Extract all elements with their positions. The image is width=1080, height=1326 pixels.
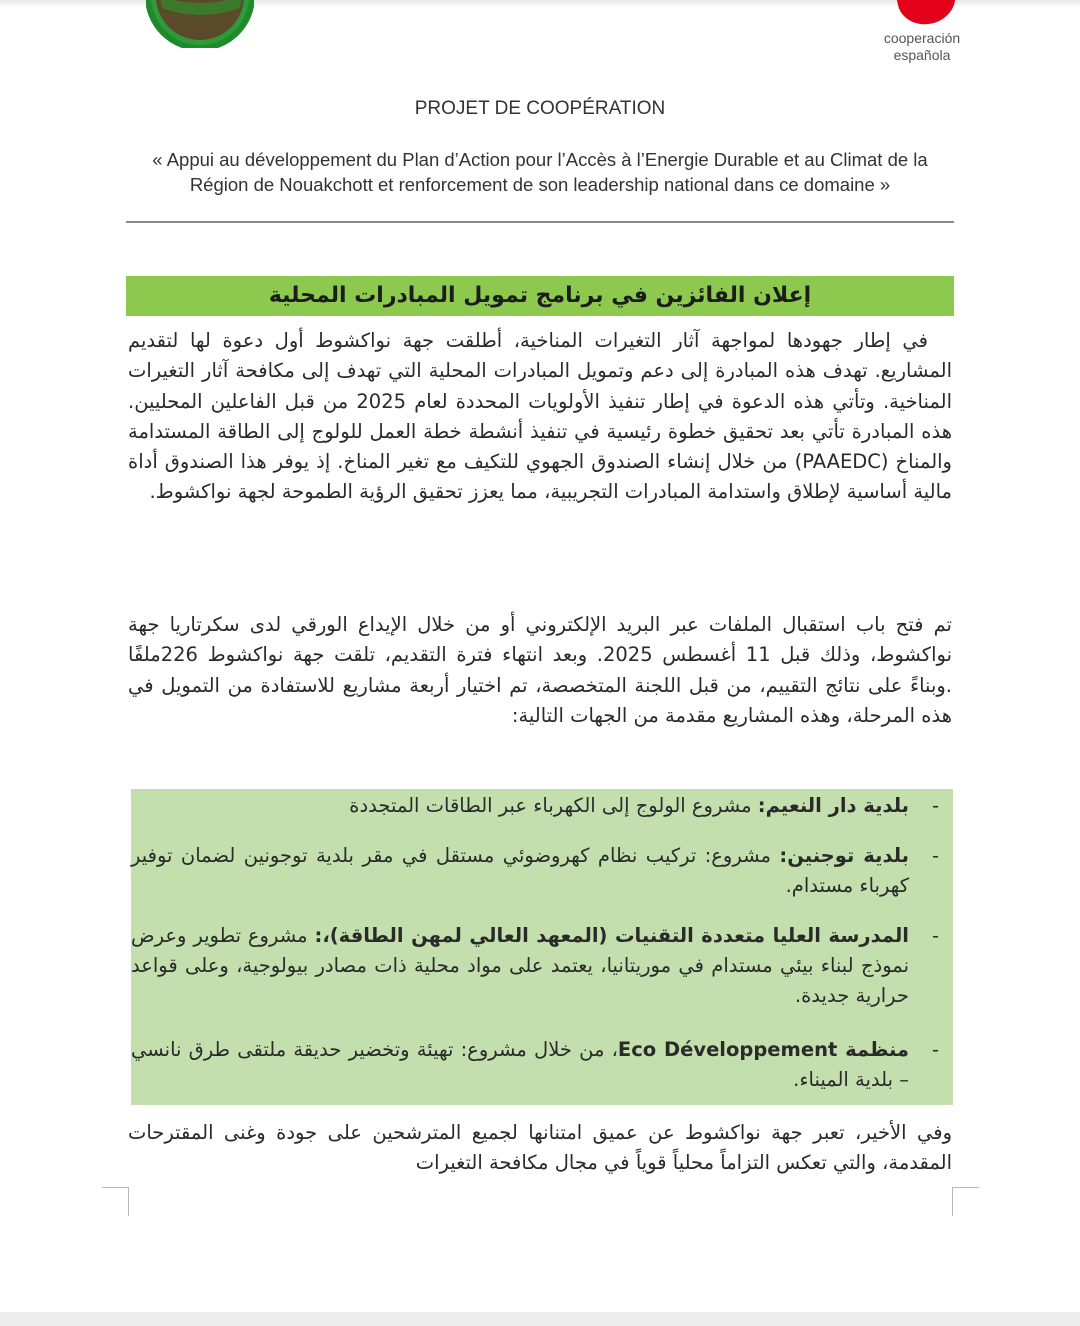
header-divider (126, 221, 954, 223)
submissions-paragraph: تم فتح باب استقبال الملفات عبر البريد الإلكتروني أو من خلال الإيداع الورقي لدى سكرتاريا جهة نواكشوط، وذلك قبل 11 أغسطس 2025. وبعد انتهاء فترة التقديم، تلقت جهة نواكشوط 226ملفًا .وبناءً على نتائج التقييم، من قبل اللجنة المتخصصة، تم اختيار أربعة مشاريع للاستفادة من التمويل في هذه المرحلة، وهذه المشاريع مقدمة من الجهات التالية: (128, 613, 952, 727)
winner-project: ، من خلال مشروع: تهيئة وتخضير حديقة ملتقى طرق نانسي – بلدية الميناء. (131, 1038, 909, 1091)
announcement-title: إعلان الفائزين في برنامج تمويل المبادرات المحلية (126, 276, 954, 316)
winner-entity: منظمة Eco Développement (617, 1038, 909, 1061)
winner-item (131, 1035, 939, 1095)
bullet-dash: - (931, 844, 939, 867)
page-crop-mark-right (952, 1187, 979, 1216)
cooperacion-mark-icon (894, 0, 960, 30)
winner-item (131, 921, 939, 1011)
winner-project: مشروع الولوج إلى الكهرباء عبر الطاقات المتجددة (349, 794, 758, 817)
region-nouakchott-emblem-logo (146, 0, 254, 48)
winner-entity: بلدية دار النعيم: (757, 794, 909, 817)
winner-entity: المدرسة العليا متعددة التقنيات (المعهد العالي لمهن الطاقة)،: (314, 924, 909, 947)
winner-project: مشروع تطوير وعرض نموذج لبناء بيئي مستدام في موريتانيا، يعتمد على مواد محلية ذات مصادر بيولوجية، وعلى قواعد حرارية جديدة. (131, 924, 909, 1007)
winner-entity: بلدية توجنين: (779, 844, 909, 867)
bullet-dash: - (931, 794, 939, 817)
project-subtitle: « Appui au développement du Plan d’Action pour l’Accès à l’Energie Durable et au Climat de la Région de Nouakchott et renforcement de son leadership national dans ce domaine » (152, 149, 928, 195)
closing-paragraph: وفي الأخير، تعبر جهة نواكشوط عن عميق امتنانها لجميع المترشحين على جودة وغنى المقترحات المقدمة، والتي تعكس التزاماً محلياً قوياً في مجال مكافحة التغيرات (128, 1121, 952, 1175)
bullet-dash: - (931, 924, 939, 947)
cooperacion-espanola-logo (862, 0, 982, 70)
logo-text-line2: española (893, 47, 951, 63)
viewer-bottom-edge (0, 1312, 1080, 1326)
bullet-dash: - (931, 1038, 939, 1061)
winners-list (131, 789, 953, 1105)
winner-item (131, 841, 939, 901)
winner-item (131, 791, 939, 821)
project-title: PROJET DE COOPÉRATION (414, 98, 666, 119)
winner-project: مشروع: تركيب نظام كهروضوئي مستقل في مقر بلدية توجونين لضمان توفير كهرباء مستدام. (131, 844, 909, 897)
intro-paragraph: في إطار جهودها لمواجهة آثار التغيرات المناخية، أطلقت جهة نواكشوط أول دعوة لها لتقديم المشاريع. تهدف هذه المبادرة إلى دعم وتمويل المبادرات المحلية التي تهدف إلى مكافحة آثار التغيرات المناخية. وتأتي هذه الدعوة في إطار تنفيذ الأولويات المحددة لعام 2025 من قبل الفاعلين المحليين. هذه المبادرة تأتي بعد تحقيق خطوة رئيسية في تنفيذ أنشطة خطة العمل للولوج إلى الطاقة المستدامة والمناخ (PAAEDC) من خلال إنشاء الصندوق الجهوي للتكيف مع تغير المناخ. إذ يوفر هذا الصندوق أداة مالية أساسية لإطلاق واستدامة المبادرات التجريبية، مما يعزز تحقيق الرؤية الطموحة لجهة نواكشوط. (128, 329, 953, 504)
page-crop-mark-left (102, 1187, 129, 1216)
logo-text-line1: cooperación (883, 30, 961, 46)
